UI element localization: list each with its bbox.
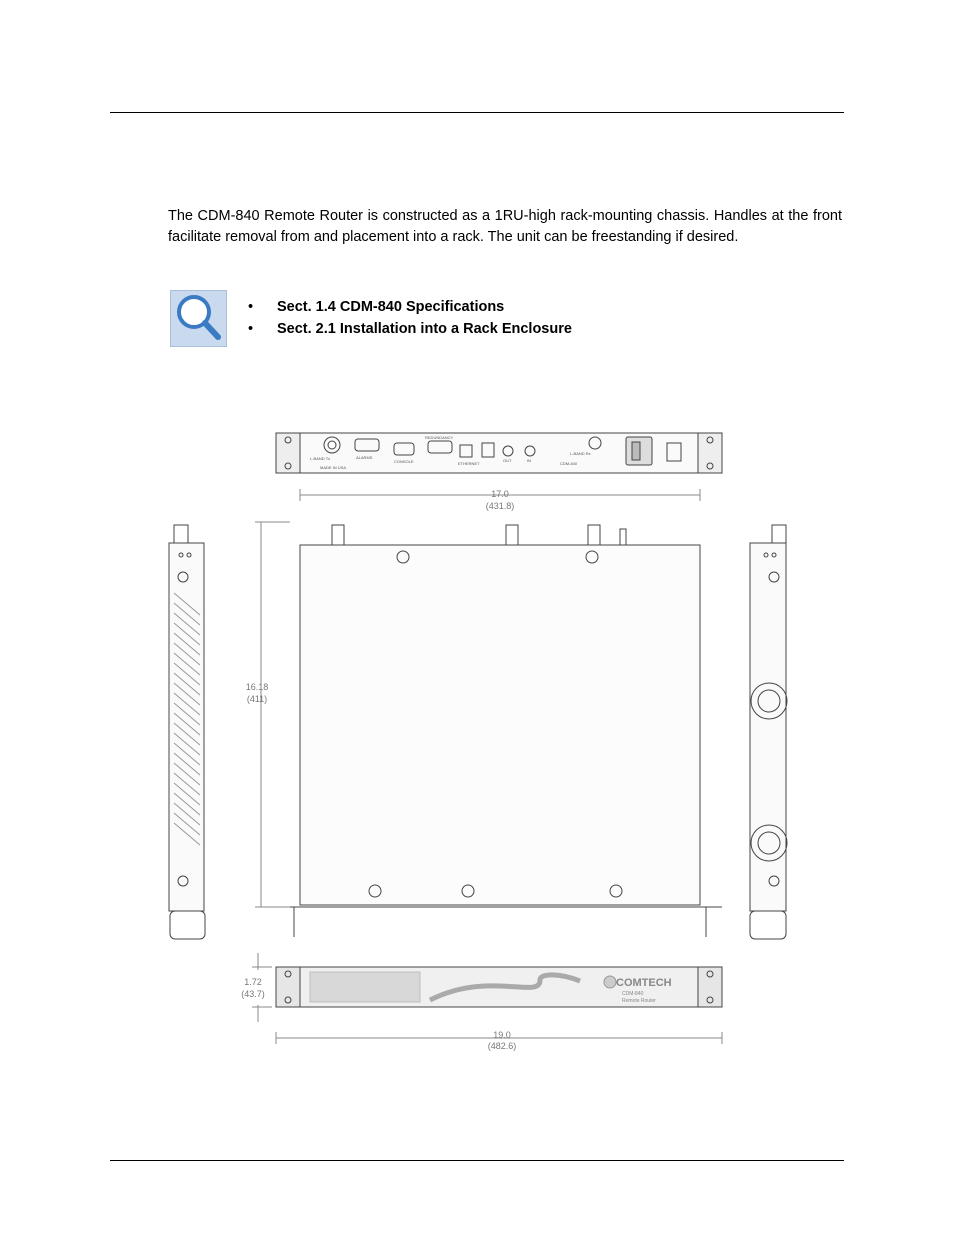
rear-label: CDM-840 — [560, 461, 578, 466]
dimension-label: 16.18 — [245, 682, 269, 692]
right-side-view — [750, 525, 787, 939]
rear-label: MADE IN USA — [320, 465, 347, 470]
rear-label: L-BAND Rx — [570, 451, 591, 456]
rear-label: IN — [527, 458, 531, 463]
front-model: Remote Router — [622, 998, 656, 1004]
rear-label: OUT — [503, 458, 512, 463]
reference-list — [248, 296, 572, 340]
height-dimension — [252, 953, 272, 1022]
dimension-label: (431.8) — [485, 501, 515, 511]
dimension-label: 19.0 — [493, 1030, 511, 1040]
rear-panel-view — [276, 433, 722, 473]
intro-paragraph: The CDM-840 Remote Router is constructed as a 1RU-high rack-mounting chassis. Handles at the front facilitate removal from and placement into a rack. The unit can be freestanding if desired. — [168, 208, 842, 245]
rear-label: ALARMS — [356, 455, 373, 460]
reference-item[interactable]: • Sect. 2.1 Installation into a Rack Enclosure — [248, 318, 572, 340]
rear-label: CONSOLE — [394, 459, 414, 464]
dimension-label: 17.0 — [491, 489, 509, 499]
left-side-view — [169, 525, 205, 939]
top-view — [280, 525, 722, 937]
dimension-label: (482.6) — [487, 1041, 517, 1051]
reference-item[interactable]: • Sect. 1.4 CDM-840 Specifications — [248, 296, 572, 318]
header-rule — [110, 112, 844, 113]
length-dimension — [255, 522, 290, 907]
front-brand: COMTECH — [616, 977, 672, 989]
rear-label: REDUNDANCY — [425, 435, 454, 440]
front-model: CDM-840 — [622, 991, 644, 997]
chassis-drawing — [160, 425, 810, 1055]
rear-label: L-BAND Tx — [310, 456, 331, 461]
dimension-label: (411) — [246, 694, 268, 704]
dimension-label: (43.7) — [241, 989, 265, 999]
rear-label: ETHERNET — [458, 461, 480, 466]
dimension-label: 1.72 — [244, 977, 262, 987]
magnifier-icon — [170, 290, 227, 347]
footer-rule — [110, 1160, 844, 1161]
